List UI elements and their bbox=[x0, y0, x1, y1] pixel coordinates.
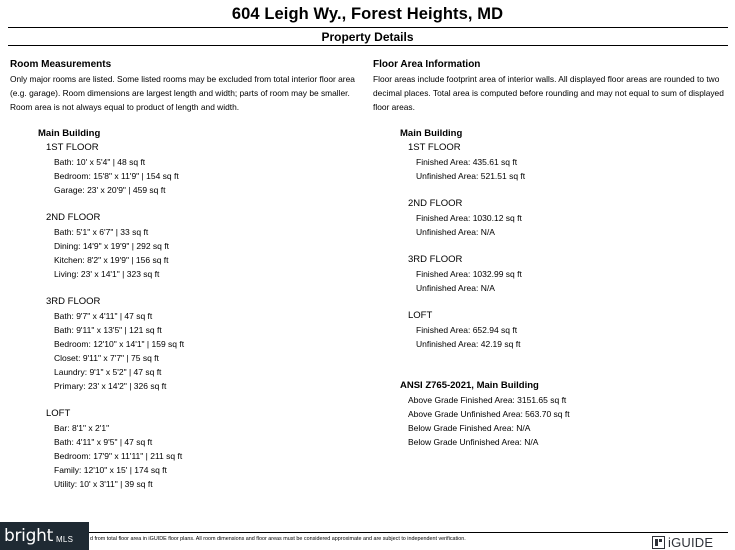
area-row: Finished Area: 1030.12 sq ft bbox=[416, 213, 522, 223]
room-row: Laundry: 9'1" x 5'2" | 47 sq ft bbox=[54, 367, 162, 377]
floor-heading: 2ND FLOOR bbox=[408, 198, 463, 209]
ansi-row: Above Grade Unfinished Area: 563.70 sq ft bbox=[408, 409, 570, 419]
building-heading: Main Building bbox=[38, 128, 101, 139]
title-divider bbox=[8, 27, 728, 28]
room-row: Bedroom: 15'8" x 11'9" | 154 sq ft bbox=[54, 171, 179, 181]
iguide-logo bbox=[652, 534, 713, 550]
room-row: Bedroom: 17'9" x 11'11" | 211 sq ft bbox=[54, 451, 183, 461]
floor-heading: 1ST FLOOR bbox=[408, 142, 461, 153]
room-row: Primary: 23' x 14'2" | 326 sq ft bbox=[54, 381, 167, 391]
floor-area-note-line: decimal places. Total area is computed before rounding and may not equal to sum of displayed bbox=[373, 88, 724, 98]
room-row: Family: 12'10" x 15' | 174 sq ft bbox=[54, 465, 167, 475]
page-title: 604 Leigh Wy., Forest Heights, MD bbox=[231, 5, 504, 23]
floor-area-note-line: floor areas. bbox=[373, 102, 415, 112]
floor-area-note-line: Floor areas include footprint area of interior walls. All displayed floor areas are rounded to two bbox=[373, 74, 720, 84]
floor-heading: LOFT bbox=[46, 408, 71, 419]
building-heading: Main Building bbox=[400, 128, 463, 139]
floor-area-list bbox=[400, 127, 570, 449]
room-row: Dining: 14'9" x 19'9" | 292 sq ft bbox=[54, 241, 169, 251]
footer-disclaimer: d from total floor area in iGUIDE floor plans. All room dimensions and floor areas must be considered approximate and are subject to independent verification. bbox=[90, 536, 466, 542]
mls-logo-text: MLS bbox=[55, 534, 74, 544]
room-row: Bath: 10' x 5'4" | 48 sq ft bbox=[54, 157, 146, 167]
room-measurements-heading: Room Measurements bbox=[10, 59, 112, 70]
floor-heading: LOFT bbox=[408, 310, 433, 321]
room-list bbox=[38, 127, 184, 491]
page-subtitle: Property Details bbox=[321, 30, 414, 44]
floor-heading: 3RD FLOOR bbox=[408, 254, 463, 265]
subtitle-divider bbox=[8, 45, 728, 46]
area-row: Unfinished Area: N/A bbox=[416, 227, 495, 237]
area-row: Unfinished Area: N/A bbox=[416, 283, 495, 293]
room-row: Closet: 9'11" x 7'7" | 75 sq ft bbox=[54, 353, 159, 363]
room-row: Kitchen: 8'2" x 19'9" | 156 sq ft bbox=[54, 255, 169, 265]
floor-area-heading: Floor Area Information bbox=[373, 59, 481, 70]
room-row: Bath: 9'11" x 13'5" | 121 sq ft bbox=[54, 325, 162, 335]
room-row: Utility: 10' x 3'11" | 39 sq ft bbox=[54, 479, 153, 489]
area-row: Finished Area: 652.94 sq ft bbox=[416, 325, 518, 335]
iguide-logo-icon bbox=[652, 536, 665, 549]
room-row: Living: 23' x 14'1" | 323 sq ft bbox=[54, 269, 160, 279]
room-row: Garage: 23' x 20'9" | 459 sq ft bbox=[54, 185, 166, 195]
area-row: Finished Area: 435.61 sq ft bbox=[416, 157, 518, 167]
floor-heading: 1ST FLOOR bbox=[46, 142, 99, 153]
area-row: Finished Area: 1032.99 sq ft bbox=[416, 269, 522, 279]
room-note-line: (e.g. garage). Room dimensions are largest length and width; parts of room may be smaller. bbox=[10, 88, 350, 98]
ansi-heading: ANSI Z765-2021, Main Building bbox=[400, 380, 539, 391]
bright-mls-logo bbox=[0, 522, 89, 550]
ansi-row: Below Grade Unfinished Area: N/A bbox=[408, 437, 539, 447]
room-note-line: Room area is not always equal to product of length and width. bbox=[10, 102, 240, 112]
room-measurements-section bbox=[10, 58, 360, 114]
floor-heading: 2ND FLOOR bbox=[46, 212, 101, 223]
ansi-row: Below Grade Finished Area: N/A bbox=[408, 423, 531, 433]
iguide-logo-text: iGUIDE bbox=[668, 534, 714, 550]
room-note-line: Only major rooms are listed. Some listed rooms may be excluded from total interior floor area bbox=[10, 74, 355, 84]
bright-logo-text: bright bbox=[4, 526, 53, 546]
floor-area-section bbox=[373, 58, 725, 114]
room-row: Bath: 4'11" x 9'5" | 47 sq ft bbox=[54, 437, 153, 447]
area-row: Unfinished Area: 42.19 sq ft bbox=[416, 339, 521, 349]
room-row: Bath: 5'1" x 6'7" | 33 sq ft bbox=[54, 227, 149, 237]
room-row: Bar: 8'1" x 2'1" bbox=[54, 423, 110, 433]
ansi-row: Above Grade Finished Area: 3151.65 sq ft bbox=[408, 395, 567, 405]
room-row: Bath: 9'7" x 4'11" | 47 sq ft bbox=[54, 311, 153, 321]
area-row: Unfinished Area: 521.51 sq ft bbox=[416, 171, 526, 181]
footer-divider bbox=[8, 532, 728, 533]
room-row: Bedroom: 12'10" x 14'1" | 159 sq ft bbox=[54, 339, 185, 349]
floor-heading: 3RD FLOOR bbox=[46, 296, 101, 307]
